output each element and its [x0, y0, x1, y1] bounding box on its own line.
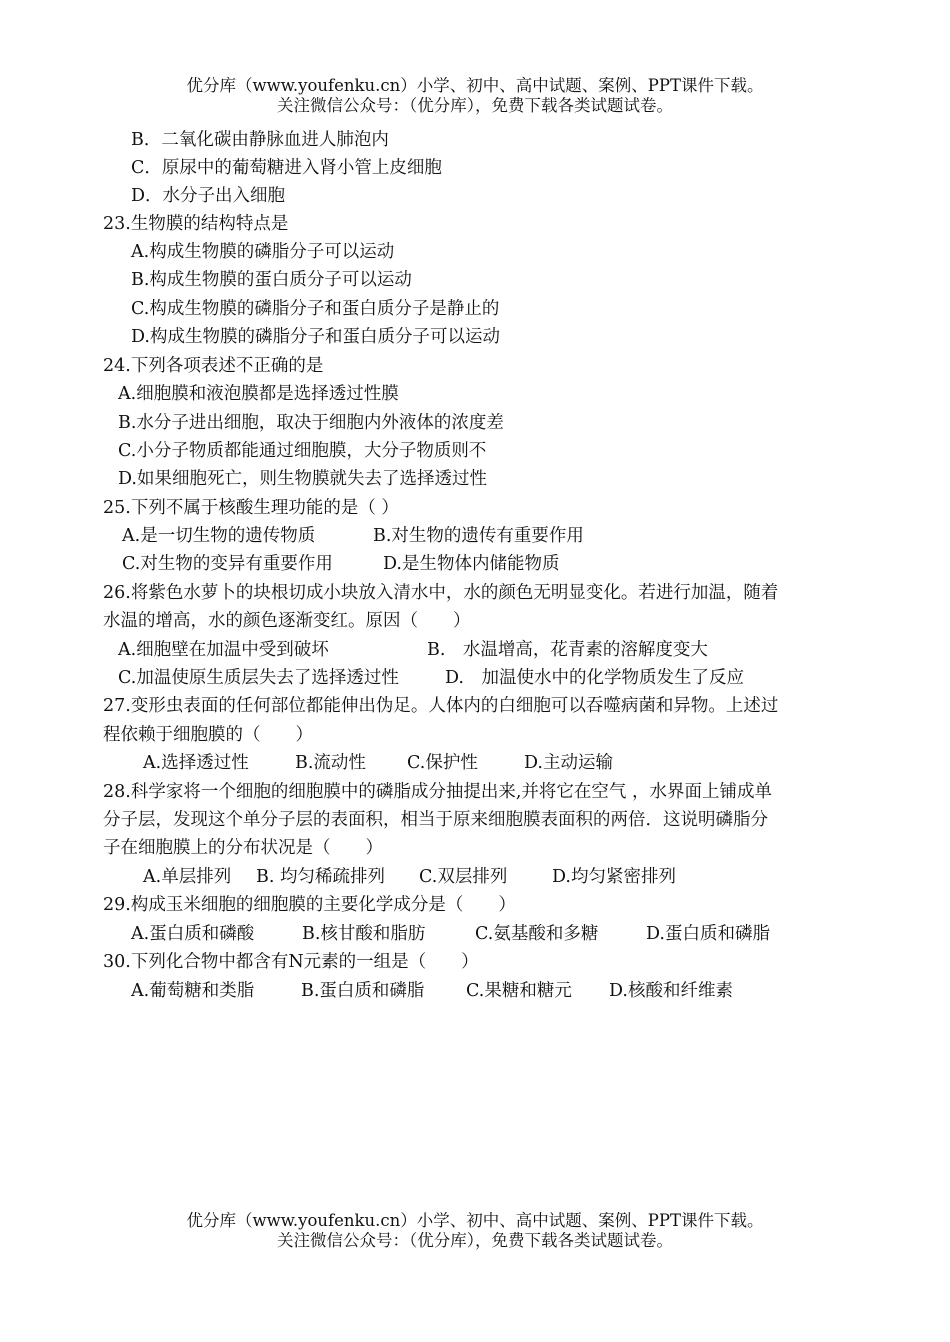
footer-line-1: 优分库（www.youfenku.cn）小学、初中、高中试题、案例、PPT课件下载。 [186, 1211, 764, 1230]
q29-options-row [131, 920, 770, 948]
q27-option-c: C.保护性 [407, 753, 478, 773]
q24-option-d: D.如果细胞死亡，则生物膜就失去了选择透过性 [118, 469, 487, 489]
q26-options-row-1 [118, 636, 708, 664]
q28-option-c: C.双层排列 [419, 867, 508, 887]
q23-stem: 23.生物膜的结构特点是 [103, 214, 289, 234]
q29-option-d: D.蛋白质和磷脂 [646, 924, 770, 944]
q28-stem-line-3: 子在细胞膜上的分布状况是（ ） [103, 838, 383, 858]
q28-options-row [143, 863, 676, 891]
q28-option-b: B. 均匀稀疏排列 [256, 867, 385, 887]
q24-option-c: C.小分子物质都能通过细胞膜，大分子物质则不 [118, 441, 487, 461]
q27-stem-line-2: 程依赖于细胞膜的（ ） [103, 725, 313, 745]
q28-option-a: A.单层排列 [143, 867, 232, 887]
q22-option-b: B．二氧化碳由静脉血进人肺泡内 [131, 130, 389, 150]
q26-option-b: B. 水温增高，花青素的溶解度变大 [427, 640, 708, 660]
q23-option-a: A.构成生物膜的磷脂分子可以运动 [131, 242, 395, 262]
q25-option-b: B.对生物的遗传有重要作用 [373, 526, 584, 546]
q27-option-a: A.选择透过性 [143, 753, 249, 773]
q26-stem-line-1: 26.将紫色水萝卜的块根切成小块放入清水中，水的颜色无明显变化。若进行加温，随着 [103, 583, 779, 603]
q24-stem: 24.下列各项表述不正确的是 [103, 356, 324, 376]
q28-stem-line-1: 28.科学家将一个细胞的细胞膜中的磷脂成分抽提出来,并将它在空气 ，水界面上铺成单 [103, 782, 772, 802]
q25-option-a: A.是一切生物的遗传物质 [122, 526, 316, 546]
q29-option-c: C.氨基酸和多糖 [475, 924, 599, 944]
q24-option-a: A.细胞膜和液泡膜都是选择透过性膜 [118, 384, 399, 404]
q22-option-d: D．水分子出入细胞 [131, 186, 286, 206]
footer-line-2: 关注微信公众号：（优分库），免费下载各类试题试卷。 [277, 1231, 673, 1250]
q24-option-b: B.水分子进出细胞，取决于细胞内外液体的浓度差 [118, 413, 504, 433]
q27-stem-line-1: 27.变形虫表面的任何部位都能伸出伪足。人体内的白细胞可以吞噬病菌和异物。上述过 [103, 696, 779, 716]
q30-options-row [131, 977, 733, 1005]
q25-option-d: D.是生物体内储能物质 [383, 554, 560, 574]
q29-option-a: A.蛋白质和磷酸 [131, 924, 255, 944]
q25-option-c: C.对生物的变异有重要作用 [122, 554, 333, 574]
q26-option-c: C.加温使原生质层失去了选择透过性 [118, 668, 399, 688]
page-footer [0, 1211, 950, 1251]
q27-options-row [143, 749, 613, 777]
q27-option-b: B.流动性 [295, 753, 366, 773]
q26-option-d: D. 加温使水中的化学物质发生了反应 [445, 668, 744, 688]
page-header [0, 76, 950, 116]
q26-option-a: A.细胞壁在加温中受到破坏 [118, 640, 329, 660]
q26-options-row-2 [118, 664, 744, 692]
q23-option-c: C.构成生物膜的磷脂分子和蛋白质分子是静止的 [131, 299, 500, 319]
q22-option-c: C．原尿中的葡萄糖进入肾小管上皮细胞 [131, 158, 442, 178]
header-line-1: 优分库（www.youfenku.cn）小学、初中、高中试题、案例、PPT课件下载。 [186, 76, 764, 95]
q30-option-b: B.蛋白质和磷脂 [301, 981, 425, 1001]
q30-option-c: C.果糖和糖元 [466, 981, 572, 1001]
q23-option-b: B.构成生物膜的蛋白质分子可以运动 [131, 270, 412, 290]
q27-option-d: D.主动运输 [524, 753, 613, 773]
q26-stem-line-2: 水温的增高，水的颜色逐渐变红。原因（ ） [103, 611, 471, 631]
q28-option-d: D.均匀紧密排列 [552, 867, 676, 887]
q29-stem: 29.构成玉米细胞的细胞膜的主要化学成分是（ ） [103, 895, 516, 915]
q25-options-row-1 [122, 522, 584, 550]
q28-stem-line-2: 分子层，发现这个单分子层的表面积，相当于原来细胞膜表面积的两倍．这说明磷脂分 [103, 810, 768, 830]
header-line-2: 关注微信公众号：（优分库），免费下载各类试题试卷。 [277, 96, 673, 115]
q30-stem: 30.下列化合物中都含有N元素的一组是（ ） [103, 952, 479, 972]
q30-option-d: D.核酸和纤维素 [609, 981, 733, 1001]
q25-options-row-2 [122, 550, 559, 578]
q30-option-a: A.葡萄糖和类脂 [131, 981, 255, 1001]
q25-stem: 25.下列不属于核酸生理功能的是（ ） [103, 498, 399, 518]
q23-option-d: D.构成生物膜的磷脂分子和蛋白质分子可以运动 [131, 327, 500, 347]
q29-option-b: B.核甘酸和脂肪 [302, 924, 426, 944]
